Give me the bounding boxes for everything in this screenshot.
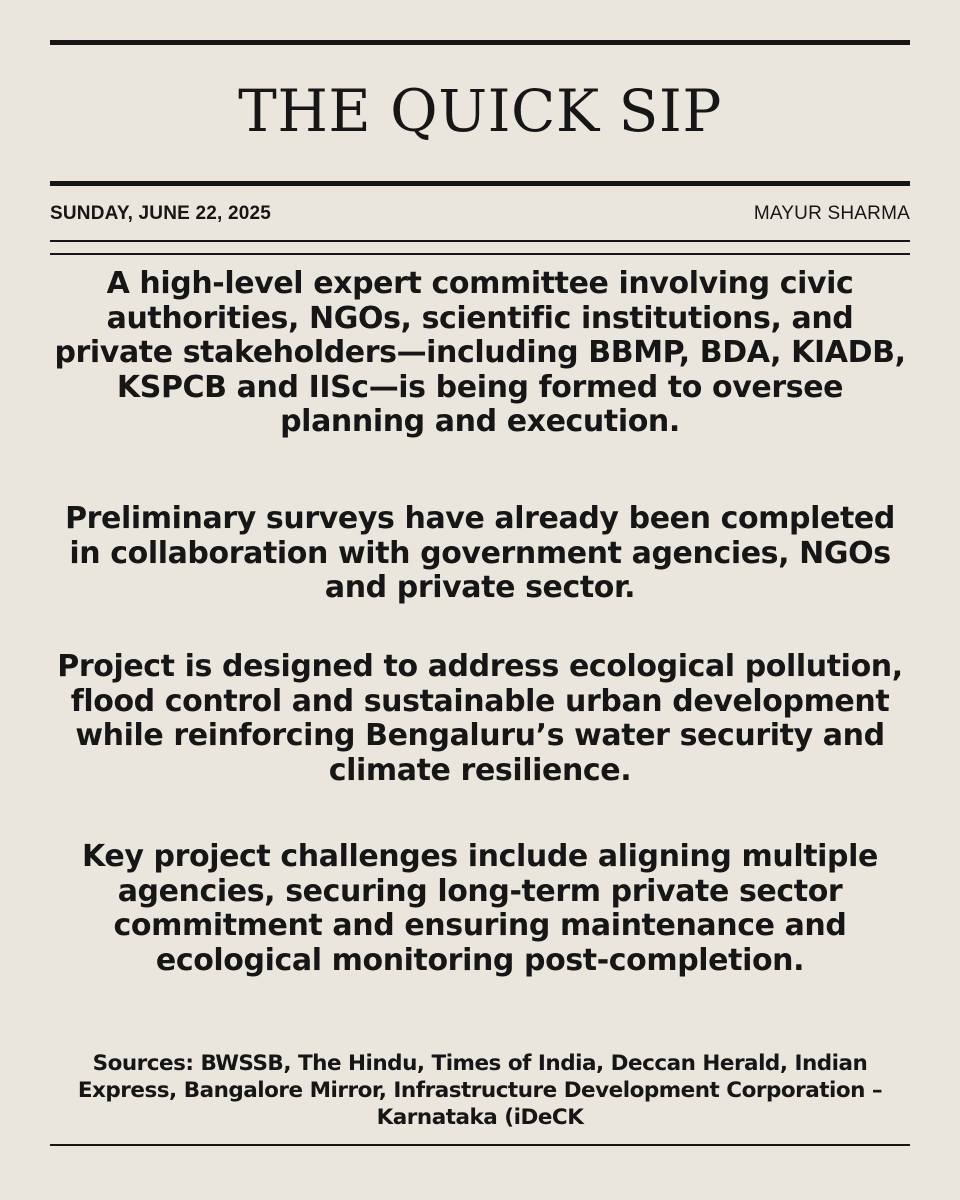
- top-rule: [50, 40, 910, 45]
- masthead-bottom-rule: [50, 181, 910, 186]
- paragraph-challenges: Key project challenges include aligning multiple agencies, securing long-term private sector commitment and ensuring maintenance and ecological monitoring post-completion.: [82, 839, 878, 978]
- meta-rule-lower: [50, 253, 910, 255]
- masthead-title: THE QUICK SIP: [238, 77, 722, 145]
- issue-date: SUNDAY, JUNE 22, 2025: [50, 203, 272, 224]
- paragraph-surveys: Preliminary surveys have already been completed in collaboration with government agencies, NGOs and private sector.: [65, 501, 895, 605]
- sources-footnote: Sources: BWSSB, The Hindu, Times of India, Deccan Herald, Indian Express, Bangalore Mirror, Infrastructure Development Corporation – Karnataka (iDeCK: [77, 1051, 883, 1130]
- paragraph-project-goals: Project is designed to address ecological pollution, flood control and sustainable urban development while reinforcing Bengaluru’s water security and climate resilience.: [57, 649, 903, 788]
- author-name: MAYUR SHARMA: [753, 203, 910, 224]
- bottom-rule: [50, 1144, 910, 1146]
- meta-rule-upper: [50, 240, 910, 242]
- paragraph-committee: A high-level expert committee involving civic authorities, NGOs, scientific institutions, and private stakeholders—including BBMP, BDA, KIADB, KSPCB and IISc—is being formed to oversee planning and execution.: [54, 266, 906, 439]
